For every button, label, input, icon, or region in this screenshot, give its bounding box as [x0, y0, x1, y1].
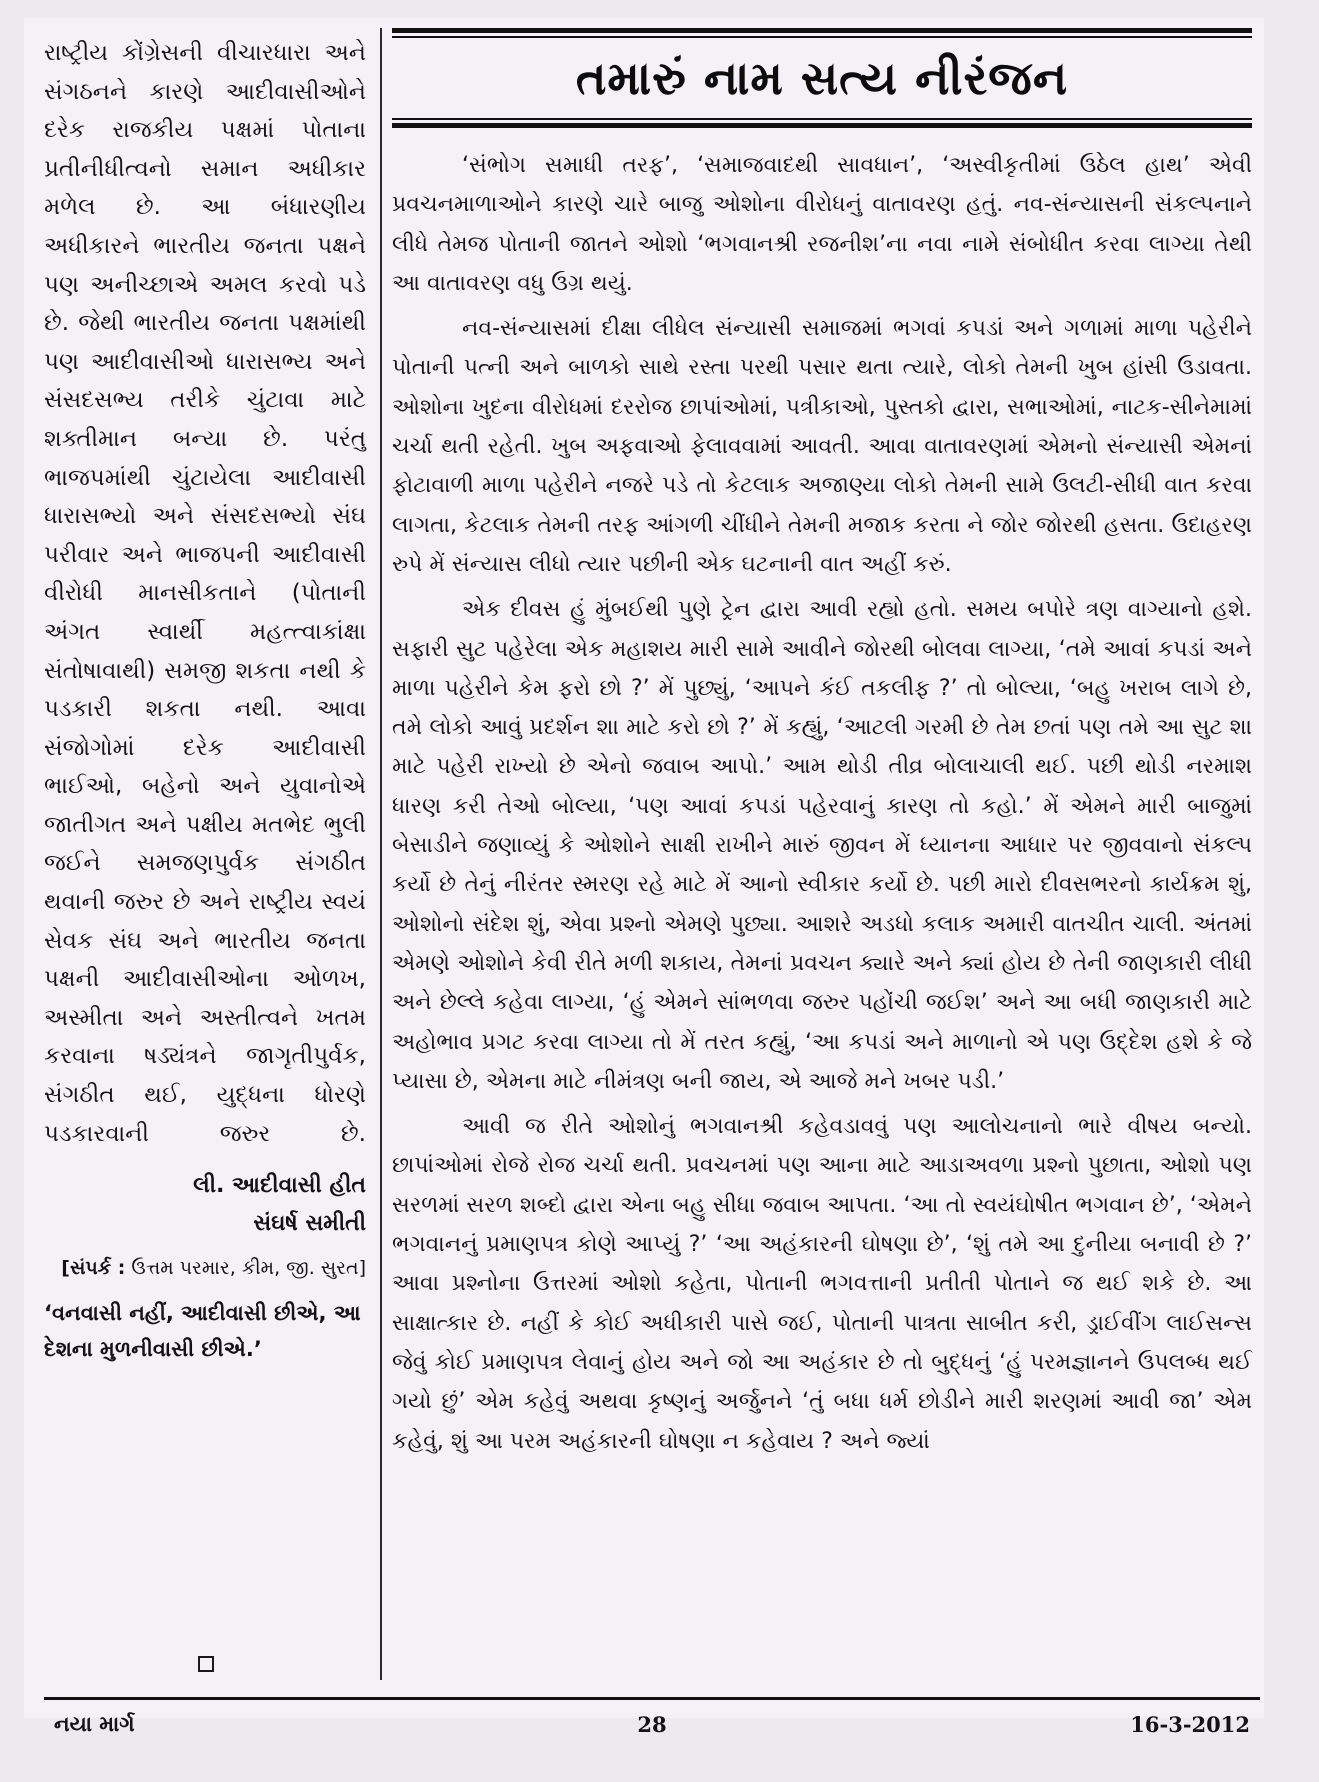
signature [44, 1167, 366, 1243]
title-block [392, 38, 1252, 118]
article-paragraph: નવ-સંન્યાસમાં દીક્ષા લીધેલ સંન્યાસી સમાજમાં ભગવાં કપડાં અને ગળામાં માળા પહેરીને પોતાની પત્ની અને બાળકો સાથે રસ્તા પરથી પસાર થતા ત્યારે, લોકો તેમની ખુબ હાંસી ઉડાવતા. ઓશોના ખુદના વીરોધમાં દરરોજ છાપાંઓમાં, પત્રીકાઓ, પુસ્તકો દ્વારા, સભાઓમાં, નાટક-સીનેમામાં ચર્ચા થતી રહેતી. ખુબ અફવાઓ ફેલાવવામાં આવતી. આવા વાતાવરણમાં એમનો સંન્યાસી એમનાં ફોટાવાળી માળા પહેરીને નજરે પડે તો કેટલાક અજાણ્યા લોકો તેમની સામે ઉલટી-સીધી વાત કરવા લાગતા, કેટલાક તેમની તરફ આંગળી ચીંધીને તેમની મજાક કરતા ને જોર જોરથી હસતા. ઉદાહરણ રુપે મેં સંન્યાસ લીધો ત્યાર પછીની એક ઘટનાની વાત અહીં કરું. [392, 316, 1252, 577]
signature-line-1: લી. આદીવાસી હીત [193, 1173, 366, 1199]
contact-info [44, 1251, 366, 1285]
issue-date: 16-3-2012 [1130, 1712, 1250, 1737]
title-bottom-rule [392, 123, 1252, 128]
column-divider [380, 28, 382, 1680]
left-column [44, 34, 366, 1367]
signature-line-2: સંઘર્ષ સમીતી [253, 1211, 366, 1237]
article-paragraph: ‘સંભોગ સમાધી તરફ’, ‘સમાજવાદથી સાવધાન’, ‘અસ્વીકૃતીમાં ઉઠેલ હાથ’ એવી પ્રવચનમાળાઓને કારણે ચારે બાજુ ઓશોના વીરોધનું વાતાવરણ હતું. નવ-સંન્યાસની સંકલ્પનાને લીધે તેમજ પોતાની જાતને ઓશો ‘ભગવાનશ્રી રજનીશ’ના નવા નામે સંબોધીત કરવા લાગ્યા તેથી આ વાતાવરણ વધુ ઉગ્ર થયું. [392, 153, 1252, 296]
page-number: 28 [637, 1712, 667, 1737]
footer-rule [44, 1697, 1260, 1700]
contact-label: [સંપર્ક : [61, 1257, 126, 1280]
article-column [392, 28, 1252, 1467]
end-of-article-box-icon [198, 1656, 214, 1672]
contact-text: ઉત્તમ પરમાર, કીમ, જી. સુરત] [131, 1257, 366, 1280]
article-paragraph: આવી જ રીતે ઓશોનું ભગવાનશ્રી કહેવડાવવું પણ આલોચનાનો ભારે વીષય બન્યો. છાપાંઓમાં રોજે રોજ ચર્ચા થતી. પ્રવચનમાં પણ આના માટે આડાઅવળા પ્રશ્નો પુછાતા, ઓશો પણ સરળમાં સરળ શબ્દો દ્વારા એના બહુ સીધા જવાબ આપતા. ‘આ તો સ્વયંઘોષીત ભગવાન છે’, ‘એમને ભગવાનનું પ્રમાણપત્ર કોણે આપ્યું ?’ ‘આ અહંકારની ઘોષણા છે’, ‘શું તમે આ દુનીયા બનાવી છે ?’ આવા પ્રશ્નોના ઉત્તરમાં ઓશો કહેતા, પોતાની ભગવત્તાની પ્રતીતી પોતાને જ થઈ શકે છે. આ સાક્ષાત્કાર છે. નહીં કે કોઈ અધીકારી પાસે જઈ, પોતાની પાત્રતા સાબીત કરી, ડ્રાઈવીંગ લાઈસન્સ જેવું કોઈ પ્રમાણપત્ર લેવાનું હોય અને જો આ અહંકાર છે તો બુદ્ધનું ‘હું પરમજ્ઞાનને ઉપલબ્ધ થઈ ગયો છું’ એમ કહેવું અથવા કૃષ્ણનું અર્જુનને ‘તું બધા ધર્મ છોડીને મારી શરણમાં આવી જા’ એમ કહેવું, શું આ પરમ અહંકારની ઘોષણા ન કહેવાય ? અને જ્યાં [392, 1114, 1252, 1454]
page-footer [44, 1712, 1260, 1746]
publication-name: નયા માર્ગ [54, 1712, 135, 1736]
left-paragraph-text: રાષ્ટ્રીય કોંગ્રેસની વીચારધારા અને સંગઠનને કારણે આદીવાસીઓને દરેક રાજકીય પક્ષમાં પોતાના પ્રતીનીધીત્વનો સમાન અધીકાર મળેલ છે. આ બંધારણીય અધીકારને ભારતીય જનતા પક્ષને પણ અનીચ્છાએ અમલ કરવો પડે છે. જેથી ભારતીય જનતા પક્ષમાંથી પણ આદીવાસીઓ ધારાસભ્ય અને સંસદસભ્ય તરીકે ચુંટાવા માટે શક્તીમાન બન્યા છે. પરંતુ ભાજપમાંથી ચુંટાયેલા આદીવાસી ધારાસભ્યો અને સંસદસભ્યો સંઘ પરીવાર અને ભાજપની આદીવાસી વીરોધી માનસીકતાને (પોતાની અંગત સ્વાર્થી મહત્ત્વાકાંક્ષા સંતોષાવાથી) સમજી શકતા નથી કે પડકારી શકતા નથી. આવા સંજોગોમાં દરેક આદીવાસી ભાઈઓ, બહેનો અને યુવાનોએ જાતીગત અને પક્ષીય મતભેદ ભુલી જઈને સમજણપુર્વક સંગઠીત થવાની જરુર છે અને રાષ્ટ્રીય સ્વયં સેવક સંઘ અને ભારતીય જનતા પક્ષની આદીવાસીઓના ઓળખ, અસ્મીતા અને અસ્તીત્વને ખતમ કરવાના ષડ્યંત્રને જાગૃતીપુર્વક, સંગઠીત થઈ, યુદ્ધના ધોરણે પડકારવાની જરુર છે. [44, 40, 366, 1147]
article-body [392, 146, 1252, 1461]
article-paragraph: એક દીવસ હું મુંબઈથી પુણે ટ્રેન દ્વારા આવી રહ્યો હતો. સમય બપોરે ત્રણ વાગ્યાનો હશે. સફારી સુટ પહેરેલા એક મહાશય મારી સામે આવીને જોરથી બોલવા લાગ્યા, ‘તમે આવાં કપડાં અને માળા પહેરીને કેમ ફરો છો ?’ મેં પુછ્યું, ‘આપને કંઈ તકલીફ ?’ તો બોલ્યા, ‘બહુ ખરાબ લાગે છે, તમે લોકો આવું પ્રદર્શન શા માટે કરો છો ?’ મેં કહ્યું, ‘આટલી ગરમી છે તેમ છતાં પણ તમે આ સુટ શા માટે પહેરી રાખ્યો છે એનો જવાબ આપો.’ આમ થોડી તીવ્ર બોલાચાલી થઈ. પછી થોડી નરમાશ ધારણ કરી તેઓ બોલ્યા, ‘પણ આવાં કપડાં પહેરવાનું કારણ તો કહો.’ મેં એમને મારી બાજુમાં બેસાડીને જણાવ્યું કે ઓશોને સાક્ષી રાખીને મારું જીવન મેં ધ્યાનના આધાર પર જીવવાનો સંકલ્પ કર્યો છે તેનું નીરંતર સ્મરણ રહે માટે મેં આનો સ્વીકાર કર્યો છે. પછી મારો દીવસભરનો કાર્યક્રમ શું, ઓશોનો સંદેશ શું, એવા પ્રશ્નો એમણે પુછ્યા. આશરે અડધો કલાક અમારી વાતચીત ચાલી. અંતમાં એમણે ઓશોને કેવી રીતે મળી શકાય, તેમનાં પ્રવચન ક્યારે અને ક્યાં હોય છે તેની જાણકારી લીધી અને છેલ્લે કહેવા લાગ્યા, ‘હું એમને સાંભળવા જરુર પહોંચી જઈશ’ અને આ બધી જાણકારી માટે અહોભાવ પ્રગટ કરવા લાગ્યા તો મેં તરત કહ્યું, ‘આ કપડાં અને માળાનો એ પણ ઉદ્દેશ હશે કે જે પ્યાસા છે, એમના માટે નીમંત્રણ બની જાય, એ આજે મને ખબર પડી.’ [392, 597, 1252, 1094]
article-title: તમારું નામ સત્ય નીરંજન [575, 51, 1069, 105]
slogan: ‘વનવાસી નહીં, આદીવાસી છીએ, આ દેશના મુળનીવાસી છીએ.’ [44, 1301, 361, 1362]
left-column-paragraph [44, 34, 366, 1153]
